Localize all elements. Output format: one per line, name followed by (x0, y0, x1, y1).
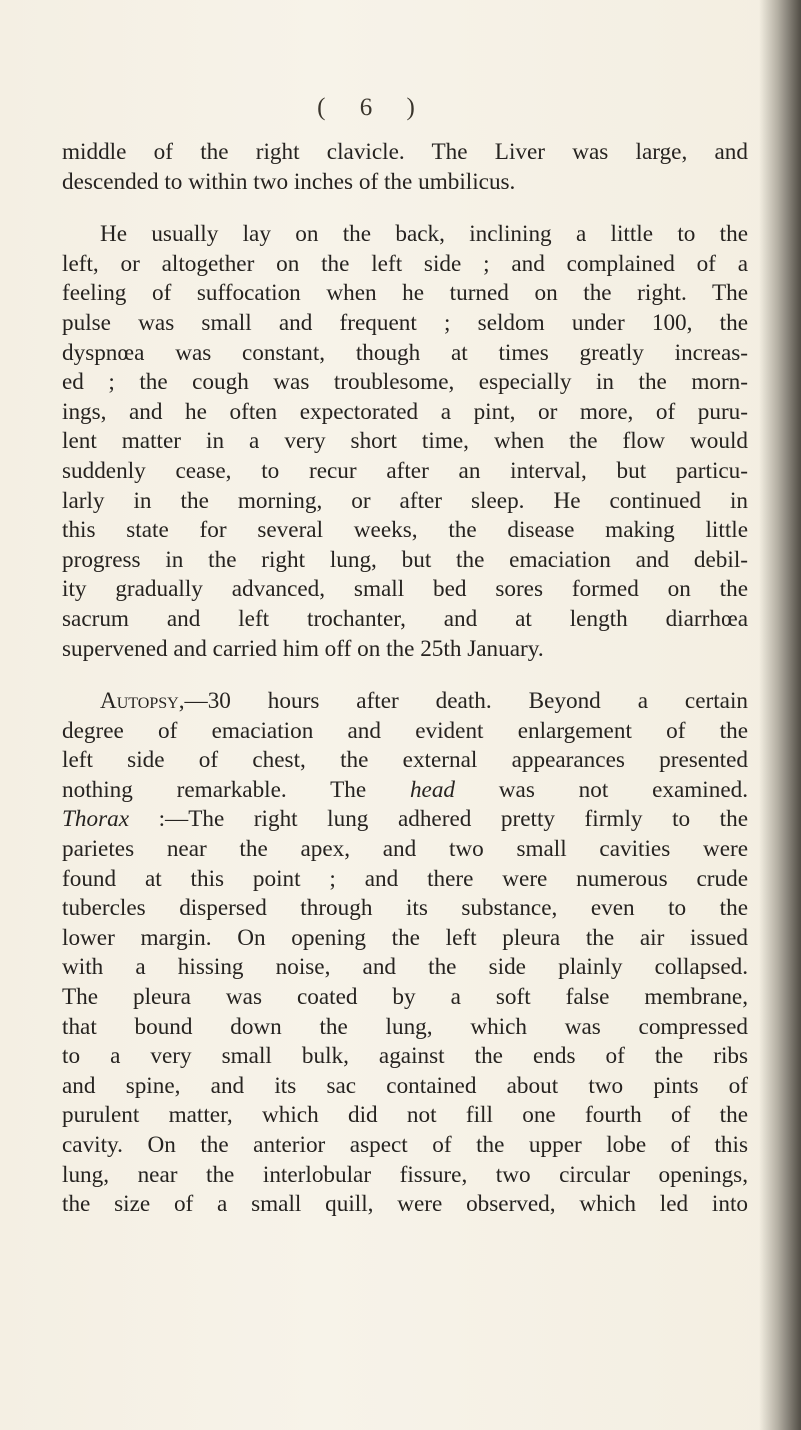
text-line: that bound down the lung, which was compressed (62, 1013, 748, 1040)
text-line: tubercles dispersed through its substance, even to the (62, 895, 748, 922)
text-line: He usually lay on the back, inclining a little to the (100, 221, 748, 248)
text-line: pulse was small and frequent ; seldom under 100, the (62, 309, 748, 336)
text-line: degree of emaciation and evident enlargement of the (62, 717, 748, 744)
text-line: cavity. On the anterior aspect of the upper lobe of this (62, 1132, 748, 1158)
text-line: The pleura was coated by a soft false membrane, (62, 984, 748, 1011)
text-line: suddenly cease, to recur after an interval, but particu- (62, 457, 748, 484)
text-span: —30 hours after death. Beyond a certain (184, 688, 748, 715)
text-span: :—The right lung adhered pretty firmly to the (129, 806, 748, 833)
text-line (62, 805, 748, 835)
autopsy-heading: Autopsy, (100, 688, 185, 715)
text-line: ed ; the cough was troublesome, especially in the morn- (62, 369, 748, 396)
body-text (62, 138, 748, 1220)
text-line (62, 776, 748, 806)
text-line: progress in the right lung, but the emaciation and debil- (62, 546, 748, 573)
text-line: larly in the morning, or after sleep. He continued in (62, 487, 748, 514)
paragraph-gap (62, 197, 748, 220)
paragraph-gap (62, 664, 748, 687)
text-line: purulent matter, which did not fill one fourth of the (62, 1102, 748, 1129)
text-line: with a hissing noise, and the side plainly collapsed. (62, 954, 748, 981)
text-line: lung, near the interlobular fissure, two circular openings, (62, 1161, 748, 1188)
text-line: lower margin. On opening the left pleura the air issued (62, 924, 748, 951)
text-line: ings, and he often expectorated a pint, or more, of puru- (62, 398, 748, 425)
text-line: lent matter in a very short time, when the flow would (62, 428, 748, 455)
text-line (62, 687, 748, 717)
text-line: this state for several weeks, the disease making little (62, 517, 748, 544)
text-line: descended to within two inches of the umbilicus. (62, 168, 516, 195)
text-line: ity gradually advanced, small bed sores formed on the (62, 576, 748, 603)
head-term: head (409, 776, 456, 803)
text-line: supervened and carried him off on the 25th January. (62, 635, 544, 662)
page-number: ( 6 ) (317, 94, 429, 121)
page-edge-shadow (759, 0, 801, 1430)
text-line: dyspnœa was constant, though at times greatly increas- (62, 339, 748, 366)
text-span: nothing remarkable. The (62, 776, 410, 803)
text-line: and spine, and its sac contained about two pints of (62, 1072, 748, 1099)
text-line: the size of a small quill, were observed, which led into (62, 1191, 748, 1218)
text-line: left side of chest, the external appearances presented (62, 747, 748, 774)
thorax-heading: Thorax (62, 806, 129, 833)
text-line: left, or altogether on the left side ; and complained of a (62, 250, 748, 277)
text-line: found at this point ; and there were numerous crude (62, 865, 748, 892)
text-span: was not examined. (455, 776, 749, 803)
text-line: sacrum and left trochanter, and at length diarrhœa (62, 605, 748, 632)
text-line: to a very small bulk, against the ends of the ribs (62, 1043, 748, 1070)
text-line: middle of the right clavicle. The Liver was large, and (62, 139, 748, 165)
text-line: parietes near the apex, and two small cavities were (62, 836, 748, 863)
text-line: feeling of suffocation when he turned on the right. The (62, 280, 748, 307)
